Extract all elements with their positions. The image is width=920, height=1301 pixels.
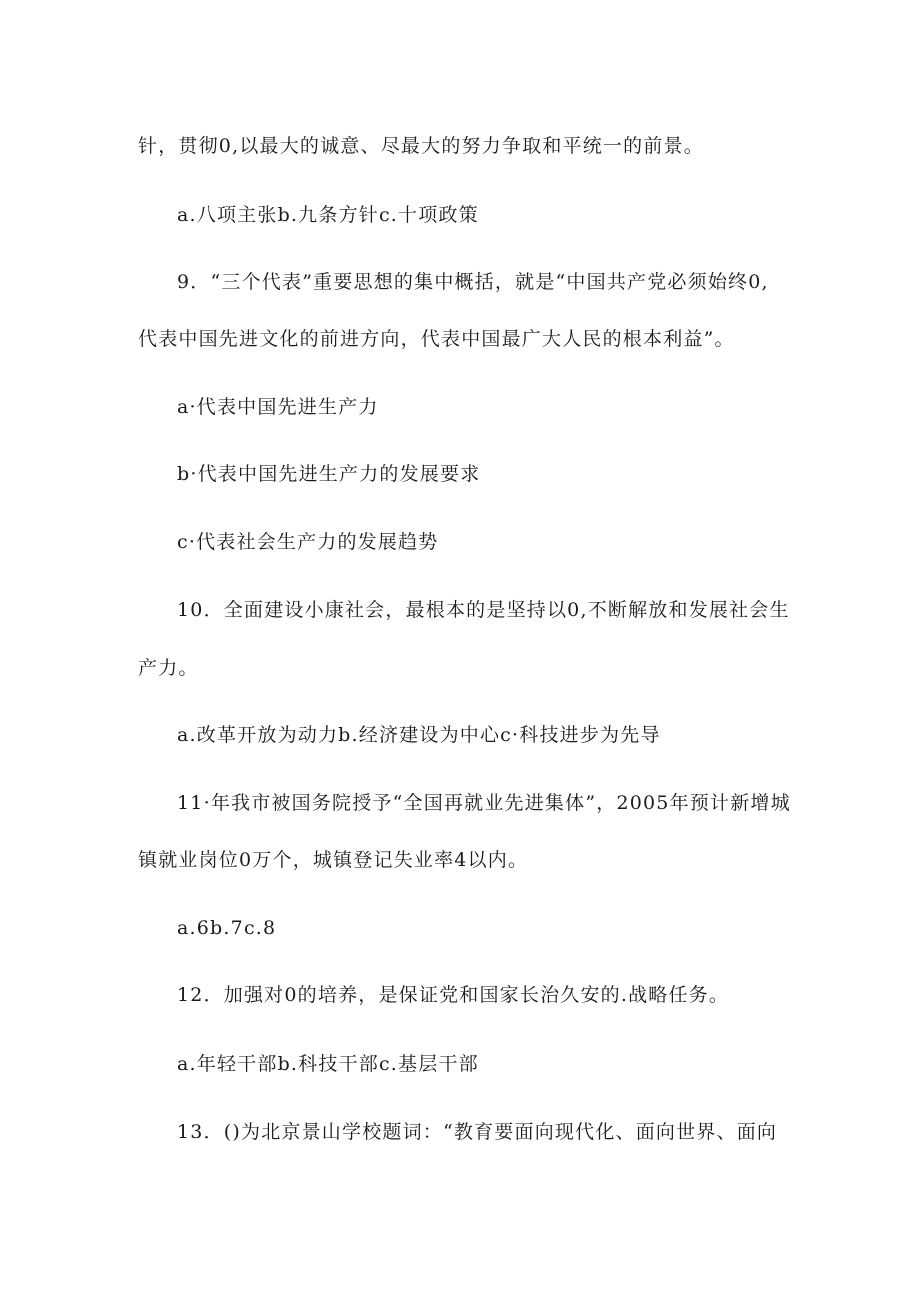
text-line-1: 针，贯彻0,以最大的诚意、尽最大的努力争取和平统一的前景。	[138, 135, 704, 157]
question-11-continued: 镇就业岗位0万个，城镇登记失业率4以内。	[138, 849, 529, 871]
question-13: 13．()为北京景山学校题词：“教育要面向现代化、面向世界、面向	[177, 1121, 778, 1143]
option-9b: b·代表中国先进生产力的发展要求	[177, 463, 481, 485]
question-10-continued: 产力。	[138, 657, 199, 679]
option-line-11: a.6b.7c.8	[177, 917, 277, 939]
option-9c: c·代表社会生产力的发展趋势	[177, 531, 439, 553]
option-line-10: a.改革开放为动力b.经济建设为中心c·科技进步为先导	[177, 724, 661, 746]
question-9: 9．“三个代表”重要思想的集中概括，就是“中国共产党必须始终0,	[177, 271, 769, 293]
question-12: 12．加强对0的培养，是保证党和国家长治久安的.战略任务。	[177, 984, 730, 1006]
question-11: 11·年我市被国务院授予“全国再就业先进集体”，2005年预计新增城	[177, 792, 791, 814]
question-9-continued: 代表中国先进文化的前进方向，代表中国最广大人民的根本利益”。	[138, 328, 735, 350]
question-10: 10．全面建设小康社会，最根本的是坚持以0,不断解放和发展社会生	[177, 599, 790, 621]
option-line-8: a.八项主张b.九条方针c.十项政策	[177, 204, 479, 226]
option-9a: a·代表中国先进生产力	[177, 396, 379, 418]
option-line-12: a.年轻干部b.科技干部c.基层干部	[177, 1053, 479, 1075]
